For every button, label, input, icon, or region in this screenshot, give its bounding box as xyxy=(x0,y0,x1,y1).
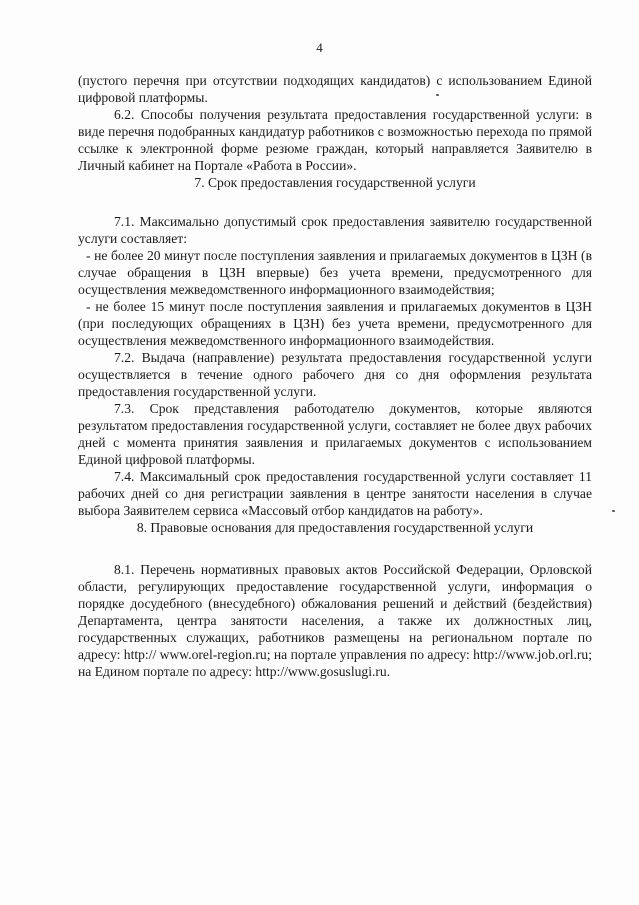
paragraph-7-3: 7.3. Срок представления работодателю документов, которые являются результатом предоставления государственной услуги, составляет не более двух рабочих дней с момента принятия заявления и прилагаемых документов с использованием Единой цифровой платформы. xyxy=(78,401,592,467)
paragraph-continuation: (пустого перечня при отсутствии подходящих кандидатов) с использованием Единой цифровой платформы. xyxy=(78,73,592,105)
document-body xyxy=(78,72,592,680)
list-item-dash-2: - не более 15 минут после поступления заявления и прилагаемых документов в ЦЗН (при последующих обращениях в ЦЗН) без учета времени, предусмотренного для осуществления межведомственного информационного взаимодействия. xyxy=(78,299,592,348)
section-8-heading: 8. Правовые основания для предоставления государственной услуги xyxy=(136,520,534,535)
paragraph-7-4: 7.4. Максимальный срок предоставления государственной услуги составляет 11 рабочих дней со дня регистрации заявления в центре занятости населения в случае выбора Заявителем сервиса «Массовый отбор кандидатов на работу». xyxy=(78,469,592,518)
section-7-heading: 7. Срок предоставления государственной услуги xyxy=(194,175,476,190)
paragraph-7-2: 7.2. Выдача (направление) результата предоставления государственной услуги осуществляется в течение одного рабочего дня со дня оформления результата предоставления государственной услуги. xyxy=(78,350,592,399)
paragraph-6-2: 6.2. Способы получения результата предоставления государственной услуги: в виде перечня подобранных кандидатур работников с возможностью перехода по прямой ссылке к электронной форме резюме граждан, который направляется Заявителю в Личный кабинет на Портале «Работа в России». xyxy=(78,107,592,173)
list-item-dash-1: - не более 20 минут после поступления заявления и прилагаемых документов в ЦЗН (в случае обращения в ЦЗН впервые) без учета времени, предусмотренного для осуществления межведомственного информационного взаимодействия; xyxy=(78,248,592,297)
page-number: 4 xyxy=(316,40,323,55)
paragraph-8-1: 8.1. Перечень нормативных правовых актов Российской Федерации, Орловской области, регулирующих предоставление государственной услуги, информация о порядке досудебного (внесудебного) обжалования решений и действий (бездействия) Департамента, центра занятости населения, а также их должностных лиц, государственных служащих, работников размещены на региональном портале по адресу: http:// www.orel-region.ru; на портале управления по адресу: http://www.job.orl.ru; на Едином портале по адресу: http://www.gosuslugi.ru. xyxy=(78,562,592,679)
scan-speck xyxy=(612,510,615,512)
paragraph-7-1: 7.1. Максимально допустимый срок предоставления заявителю государственной услуги составляет: xyxy=(78,214,592,246)
scan-speck xyxy=(436,94,439,96)
